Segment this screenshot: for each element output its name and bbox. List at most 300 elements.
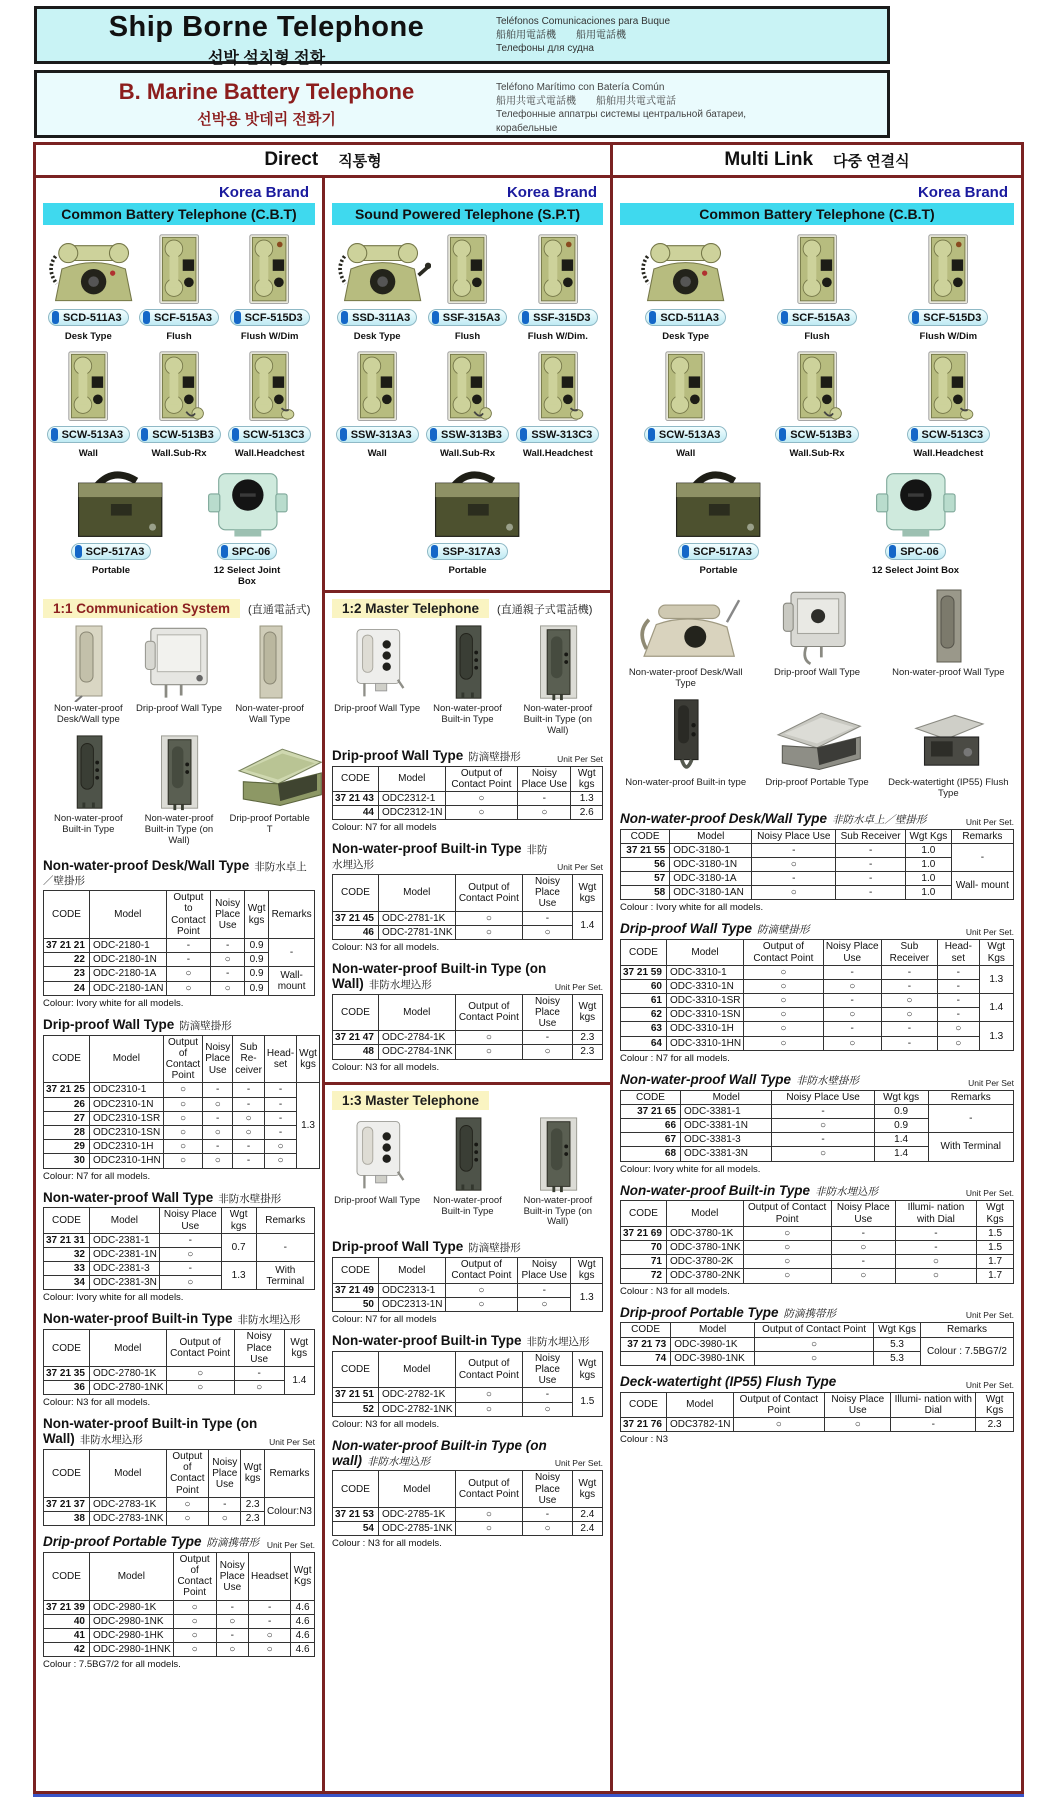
slim_tall-image	[226, 624, 313, 702]
model-cell: ODC2310-1N	[89, 1097, 163, 1111]
column-header: Model	[89, 1449, 166, 1497]
value-cell: 5.3	[874, 1351, 921, 1365]
value-cell: ○	[211, 953, 245, 967]
value-cell: -	[823, 994, 881, 1008]
spec-table-body	[621, 1337, 1014, 1365]
spec-table-block	[332, 1334, 603, 1430]
model-cell: ODC-2781-1K	[378, 911, 455, 925]
code-cell: 40	[44, 1614, 90, 1628]
value-cell: 1.0	[905, 843, 951, 857]
value-cell: -	[772, 1133, 874, 1147]
code-cell: 24	[44, 981, 90, 995]
figure-caption: Drip-proof Wall Type	[334, 703, 421, 714]
badge-tab	[648, 428, 655, 441]
spec-table-title-cjk: 防滴壁掛形	[179, 1019, 232, 1032]
value-cell: 1.5	[977, 1241, 1014, 1255]
unit-per-set-label: Unit Per Set.	[965, 927, 1014, 938]
unit-per-set-label: Unit Per Set.	[965, 816, 1014, 827]
column-header: Wgt kgs	[572, 1471, 602, 1508]
column-header: CODE	[621, 1392, 667, 1417]
product-item	[655, 467, 781, 576]
product-code: SCW-513C3	[242, 428, 305, 441]
column-header: Model	[89, 1552, 173, 1600]
column-header: CODE	[621, 1090, 681, 1104]
spec-table-head	[621, 829, 1014, 843]
model-cell: ODC-3381-3	[681, 1133, 772, 1147]
value-cell: 1.7	[977, 1269, 1014, 1283]
product-code: SCF-515A3	[153, 311, 213, 324]
code-cell: 32	[44, 1247, 90, 1261]
value-cell: ○	[523, 1045, 573, 1059]
code-cell: 72	[621, 1269, 667, 1283]
product-caption: 12 Select Joint Box	[213, 565, 281, 587]
value-cell: -	[523, 1508, 573, 1522]
product-item	[203, 467, 290, 587]
spec-table-block	[332, 842, 603, 953]
product-code: SSW-313C3	[531, 428, 593, 441]
badge-tab	[649, 311, 656, 324]
column-header: CODE	[44, 1035, 90, 1083]
spec-table-body	[333, 791, 603, 819]
product-item	[424, 467, 511, 576]
column-header: Wgt kgs	[571, 766, 603, 791]
brand-label: Korea Brand	[506, 184, 597, 201]
table-row	[621, 1241, 1014, 1255]
value-cell: -	[216, 1629, 248, 1643]
value-cell: ○	[755, 1337, 874, 1351]
figure-caption: Non-water-proof Desk/Wall Type	[628, 667, 743, 689]
model-cell: ODC-2784-1K	[378, 1031, 455, 1045]
column-header: Noisy Place Use	[523, 994, 573, 1031]
code-cell: 56	[621, 857, 670, 871]
page-title-translations	[496, 9, 887, 61]
spec-tables	[332, 749, 603, 1073]
badge-tab	[221, 545, 228, 558]
value-cell: ○	[455, 925, 523, 939]
column-header: CODE	[44, 891, 90, 939]
builtin_dark-image	[424, 1116, 511, 1194]
column-header: Noisy Place Use	[209, 1449, 241, 1497]
code-cell: 28	[44, 1125, 90, 1139]
code-cell: 37 21 43	[333, 791, 379, 805]
spec-table	[332, 1257, 603, 1312]
product-caption: Portable	[91, 565, 130, 576]
model-cell: ODC-2180-1N	[89, 953, 166, 967]
value-cell: ○	[445, 1283, 518, 1297]
spec-table-title-text: Non-water-proof Desk/Wall Type	[620, 810, 828, 826]
code-cell: 34	[44, 1276, 90, 1290]
spec-table-body	[621, 1418, 1014, 1432]
model-cell: ODC-2780-1NK	[89, 1381, 166, 1395]
spec-table-body	[333, 911, 603, 939]
badge-tab	[911, 428, 918, 441]
figure-item	[226, 734, 313, 847]
wall_olive_dim-image	[885, 233, 1011, 307]
product-code-badge	[518, 309, 597, 326]
model-cell: ODC-3310-1SR	[666, 994, 743, 1008]
translation-line: Телефоны для судна	[496, 43, 594, 54]
column-header: Output of Contact Point	[455, 994, 523, 1031]
product-caption: Wall	[676, 448, 696, 459]
table-row	[333, 1031, 603, 1045]
column-header: Output of Contact Point	[163, 1035, 202, 1083]
value-cell: -	[938, 979, 980, 993]
model-cell: ODC-2783-1K	[89, 1497, 166, 1511]
spec-table	[332, 1351, 603, 1417]
colour-note: Colour: Ivory white for all models.	[620, 1163, 761, 1175]
table-row	[44, 1600, 315, 1614]
column-header: Output to Contact Point	[166, 891, 211, 939]
column-header: Wgt kgs	[572, 875, 602, 912]
value-cell: 1.3	[571, 791, 603, 805]
unit-per-set-label: Unit Per Set.	[965, 1379, 1014, 1390]
colour-note: Colour: N3 for all models.	[43, 1397, 151, 1409]
badge-tab	[141, 428, 148, 441]
spec-table-header-row	[44, 1330, 315, 1367]
model-cell: ODC-3310-1	[666, 965, 743, 979]
figure-item	[514, 1116, 601, 1229]
spec-table-head	[333, 1351, 603, 1388]
wall_olive-image	[424, 233, 511, 307]
value-cell: -	[233, 1140, 265, 1154]
value-cell: -	[836, 886, 906, 900]
code-cell: 66	[621, 1119, 681, 1133]
column-header: Head- set	[938, 940, 980, 965]
badge-tab	[520, 428, 527, 441]
value-cell: -	[166, 953, 211, 967]
value-cell: -	[772, 1104, 874, 1118]
value-cell: ○	[173, 1643, 216, 1657]
wall_olive-image	[334, 350, 421, 424]
value-cell: -	[216, 1600, 248, 1614]
column-header: Wgt kgs	[572, 1351, 602, 1388]
column-subtitle: Common Battery Telephone (C.B.T)	[43, 203, 315, 225]
spec-table-title	[43, 1417, 269, 1447]
spec-table-body	[44, 939, 315, 996]
spec-table-title	[620, 1184, 878, 1199]
figure-item	[623, 698, 749, 800]
value-cell: -	[211, 967, 245, 981]
column-header: Noisy Place Use	[523, 1351, 573, 1388]
code-cell: 44	[333, 806, 379, 820]
value-cell: -	[881, 979, 937, 993]
figure-caption: Non-water-proof Built-in Type (on Wall)	[144, 812, 214, 846]
spec-table-title-cjk: 非防水埋込形	[237, 1314, 301, 1327]
model-cell: ODC2310-1	[89, 1083, 163, 1097]
spec-table-header-row	[44, 1449, 315, 1497]
spec-table-titlerow	[620, 922, 1014, 937]
value-cell: ○	[203, 1125, 233, 1139]
code-cell: 67	[621, 1133, 681, 1147]
drip_gray-image	[754, 588, 880, 666]
code-cell: 37 21 39	[44, 1600, 90, 1614]
column-header: Wgt kgs	[297, 1035, 320, 1083]
spec-table-head	[44, 1208, 315, 1233]
desk_ivory-image	[623, 588, 749, 666]
code-cell: 71	[621, 1255, 667, 1269]
multilink-label: Multi Link	[724, 149, 814, 170]
spec-table-block	[332, 1439, 603, 1550]
product-code: SCP-517A3	[693, 545, 752, 558]
column-header: CODE	[333, 994, 379, 1031]
column-header: Noisy Place Use	[823, 940, 881, 965]
table-row	[621, 1022, 1014, 1036]
product-code-badge	[885, 543, 946, 560]
figure-caption: Non-water-proof Wall Type	[892, 667, 1005, 678]
spec-table-title	[332, 1439, 555, 1469]
spec-table-title-text: Non-water-proof Wall Type	[43, 1189, 214, 1205]
spec-table	[332, 994, 603, 1060]
product-grid	[332, 233, 603, 584]
spec-table-titlerow	[620, 1306, 1014, 1321]
value-cell: ○	[445, 806, 518, 820]
column-header: Illumi- nation with Dial	[895, 1201, 976, 1226]
wall_olive-image	[45, 350, 132, 424]
value-cell: -	[518, 1283, 571, 1297]
column-header: Model	[378, 875, 455, 912]
value-cell: ○	[233, 1125, 265, 1139]
product-caption: Portable	[448, 565, 487, 576]
translation-line: 船舶用電話機 船用電話機	[496, 29, 626, 41]
colour-note: Colour: N7 for all models	[332, 1313, 437, 1325]
column-header: Sub Receiver	[836, 829, 906, 843]
footer-rule	[33, 1794, 1024, 1797]
column-header: CODE	[621, 940, 667, 965]
product-code: SCW-513A3	[61, 428, 124, 441]
product-code: SCW-513A3	[658, 428, 721, 441]
column-header: Noisy Place Use	[518, 766, 571, 791]
value-cell: -	[269, 939, 315, 967]
table-row	[621, 1418, 1014, 1432]
code-cell: 74	[621, 1351, 671, 1365]
column-header: CODE	[621, 1323, 671, 1337]
colour-note: Colour : N3	[620, 1434, 669, 1446]
value-cell: ○	[264, 1154, 296, 1168]
product-caption: Flush W/Dim.	[527, 331, 588, 342]
colour-note: Colour: N3 for all models.	[332, 1418, 440, 1430]
column-subtitle: Common Battery Telephone (C.B.T)	[620, 203, 1014, 225]
column-header: CODE	[333, 766, 379, 791]
code-cell: 36	[44, 1381, 90, 1395]
spec-table-title	[332, 962, 555, 992]
column-header: Model	[378, 766, 445, 791]
table-row	[333, 791, 603, 805]
code-cell: 22	[44, 953, 90, 967]
value-cell: -	[256, 1233, 314, 1261]
product-item	[623, 350, 749, 459]
code-cell: 37 21 35	[44, 1366, 90, 1380]
product-caption: Flush W/Dim	[919, 331, 978, 342]
product-code-badge	[428, 309, 507, 326]
code-cell: 37 21 37	[44, 1497, 90, 1511]
code-cell: 37 21 49	[333, 1283, 379, 1297]
spec-table-header-row	[44, 1035, 320, 1083]
unit-per-set-label: Unit Per Set	[968, 1077, 1014, 1088]
product-code-badge	[230, 309, 310, 326]
figure-item	[45, 734, 132, 847]
spec-table-title	[43, 1191, 281, 1206]
value-cell: ○	[752, 886, 836, 900]
value-cell: ○	[163, 1125, 202, 1139]
table-row	[44, 1111, 320, 1125]
code-cell: 38	[44, 1511, 90, 1525]
column-header: Model	[666, 1201, 743, 1226]
product-code-badge	[678, 543, 759, 560]
spec-table-body	[333, 1388, 603, 1416]
value-cell: -	[823, 1022, 881, 1036]
column-header: Wgt kgs	[874, 1090, 928, 1104]
column-header: Noisy Place Use	[203, 1035, 233, 1083]
column-header: Wgt Kgs	[977, 1201, 1014, 1226]
table-row	[621, 1036, 1014, 1050]
product-code: SCF-515D3	[244, 311, 303, 324]
column-header: CODE	[44, 1449, 90, 1497]
value-cell: -	[831, 1226, 895, 1240]
table-row	[44, 1233, 315, 1247]
colour-note: Colour : N3 for all models.	[332, 1538, 442, 1550]
column-header: Model	[89, 1330, 166, 1367]
product-item	[754, 350, 880, 459]
badge-tab	[341, 311, 348, 324]
figure-grid	[620, 588, 1014, 808]
value-cell: ○	[772, 1147, 874, 1161]
value-cell: ○	[455, 1508, 523, 1522]
comm-system-annotation: (直通電話式)	[248, 603, 311, 616]
column-header: CODE	[44, 1330, 90, 1367]
code-cell: 33	[44, 1262, 90, 1276]
value-cell: ○	[455, 1522, 523, 1536]
spec-table-block	[43, 1417, 315, 1526]
table-row	[333, 1045, 603, 1059]
value-cell: -	[233, 1083, 265, 1097]
table-row	[621, 979, 1014, 993]
figure-item	[135, 734, 222, 847]
value-cell: -	[938, 1008, 980, 1022]
product-item	[226, 233, 313, 342]
spec-table-title	[332, 749, 521, 764]
value-cell: -	[831, 1255, 895, 1269]
value-cell: -	[881, 965, 937, 979]
badge-tab	[432, 311, 439, 324]
table-row	[621, 1255, 1014, 1269]
slim_dark-image	[885, 588, 1011, 666]
code-cell: 27	[44, 1111, 90, 1125]
badge-tab	[781, 311, 788, 324]
figure-caption: Drip-proof Portable T	[229, 812, 310, 835]
spec-table-title-cjk: 非防水埋込形	[526, 1335, 590, 1348]
spec-table-title	[620, 922, 810, 937]
table-row	[333, 1522, 603, 1536]
wall_olive-image	[623, 350, 749, 424]
spec-table-title	[332, 842, 557, 872]
product-caption: Flush	[454, 331, 481, 342]
spec-table-head	[621, 1323, 1014, 1337]
master_white-image	[334, 1116, 421, 1194]
table-row	[621, 843, 1014, 857]
spec-table-title-cjk: 非防水卓上／壁掛形	[43, 860, 307, 888]
figure-caption: Drip-proof Wall Type	[773, 667, 861, 678]
value-cell: 2.3	[572, 1045, 602, 1059]
wall_olive-image	[754, 233, 880, 307]
wall_olive_dim-image	[226, 233, 313, 307]
product-item	[754, 233, 880, 342]
value-cell: -	[159, 1262, 221, 1276]
column-header: Noisy Place Use	[523, 1471, 573, 1508]
code-cell: 30	[44, 1154, 90, 1168]
code-cell: 37 21 55	[621, 843, 670, 857]
value-cell: ○	[203, 1154, 233, 1168]
product-item	[45, 350, 132, 459]
builtin_frame-image	[514, 1116, 601, 1194]
table-row	[333, 1508, 603, 1522]
column-header: Output of Contact Point	[455, 1351, 523, 1388]
value-cell: Colour:N3	[264, 1497, 314, 1525]
figure-item	[424, 1116, 511, 1229]
value-cell: 1.5	[977, 1226, 1014, 1240]
value-cell: -	[523, 1031, 573, 1045]
spec-table-header-row	[621, 829, 1014, 843]
product-code: SCF-515D3	[923, 311, 982, 324]
case_green-image	[226, 734, 313, 812]
product-caption: Desk Type	[662, 331, 710, 342]
code-cell: 37 21 73	[621, 1337, 671, 1351]
spec-table-head	[621, 1201, 1014, 1226]
spec-table-body	[621, 843, 1014, 900]
spec-table	[620, 1392, 1014, 1433]
product-code: SSP-317A3	[442, 545, 501, 558]
product-code: SSD-311A3	[352, 311, 411, 324]
master-telephone-header	[332, 599, 603, 618]
figure-caption: Drip-proof Wall Type	[135, 703, 223, 714]
product-caption: Flush W/Dim	[240, 331, 299, 342]
code-cell: 37 21 76	[621, 1418, 667, 1432]
spec-table-title-cjk: 防滴壁掛形	[468, 750, 521, 763]
model-cell: ODC3782-1N	[666, 1418, 733, 1432]
value-cell: 1.3	[221, 1262, 256, 1290]
colour-note: Colour : Ivory white for all models.	[620, 902, 764, 914]
column-header: Noisy Place Use	[825, 1392, 891, 1417]
unit-per-set-label: Unit Per Set	[557, 862, 603, 873]
value-cell: ○	[163, 1154, 202, 1168]
model-cell: ODC2310-1HN	[89, 1154, 163, 1168]
value-cell: ○	[455, 1402, 523, 1416]
spec-table-titlerow	[332, 1240, 603, 1255]
model-cell: ODC-2782-1K	[378, 1388, 455, 1402]
spec-table-head	[333, 1471, 603, 1508]
badge-tab	[232, 428, 239, 441]
model-cell: ODC-2785-1NK	[378, 1522, 455, 1536]
product-code-badge	[645, 309, 726, 326]
column-subtitle: Sound Powered Telephone (S.P.T)	[332, 203, 603, 225]
unit-per-set-label: Unit Per Set.	[266, 1539, 315, 1550]
table-row	[621, 872, 1014, 886]
column-header: Wgt Kgs	[905, 829, 951, 843]
column-header: Model	[89, 1035, 163, 1083]
column-header: Model	[89, 891, 166, 939]
code-cell: 70	[621, 1241, 667, 1255]
code-cell: 42	[44, 1643, 90, 1657]
direct-label: Direct	[264, 149, 319, 170]
model-cell: ODC-3381-1N	[681, 1119, 772, 1133]
spec-table-title-text: Drip-proof Portable Type	[620, 1304, 779, 1320]
badge-tab	[431, 545, 438, 558]
spec-table-title-text: Non-water-proof Built-in Type	[332, 841, 522, 857]
spec-table-title-cjk: 非防水埋込形	[332, 844, 548, 872]
table-row	[44, 1262, 315, 1276]
value-cell: 0.9	[245, 939, 269, 953]
value-cell: -	[836, 843, 906, 857]
table-row	[44, 939, 315, 953]
